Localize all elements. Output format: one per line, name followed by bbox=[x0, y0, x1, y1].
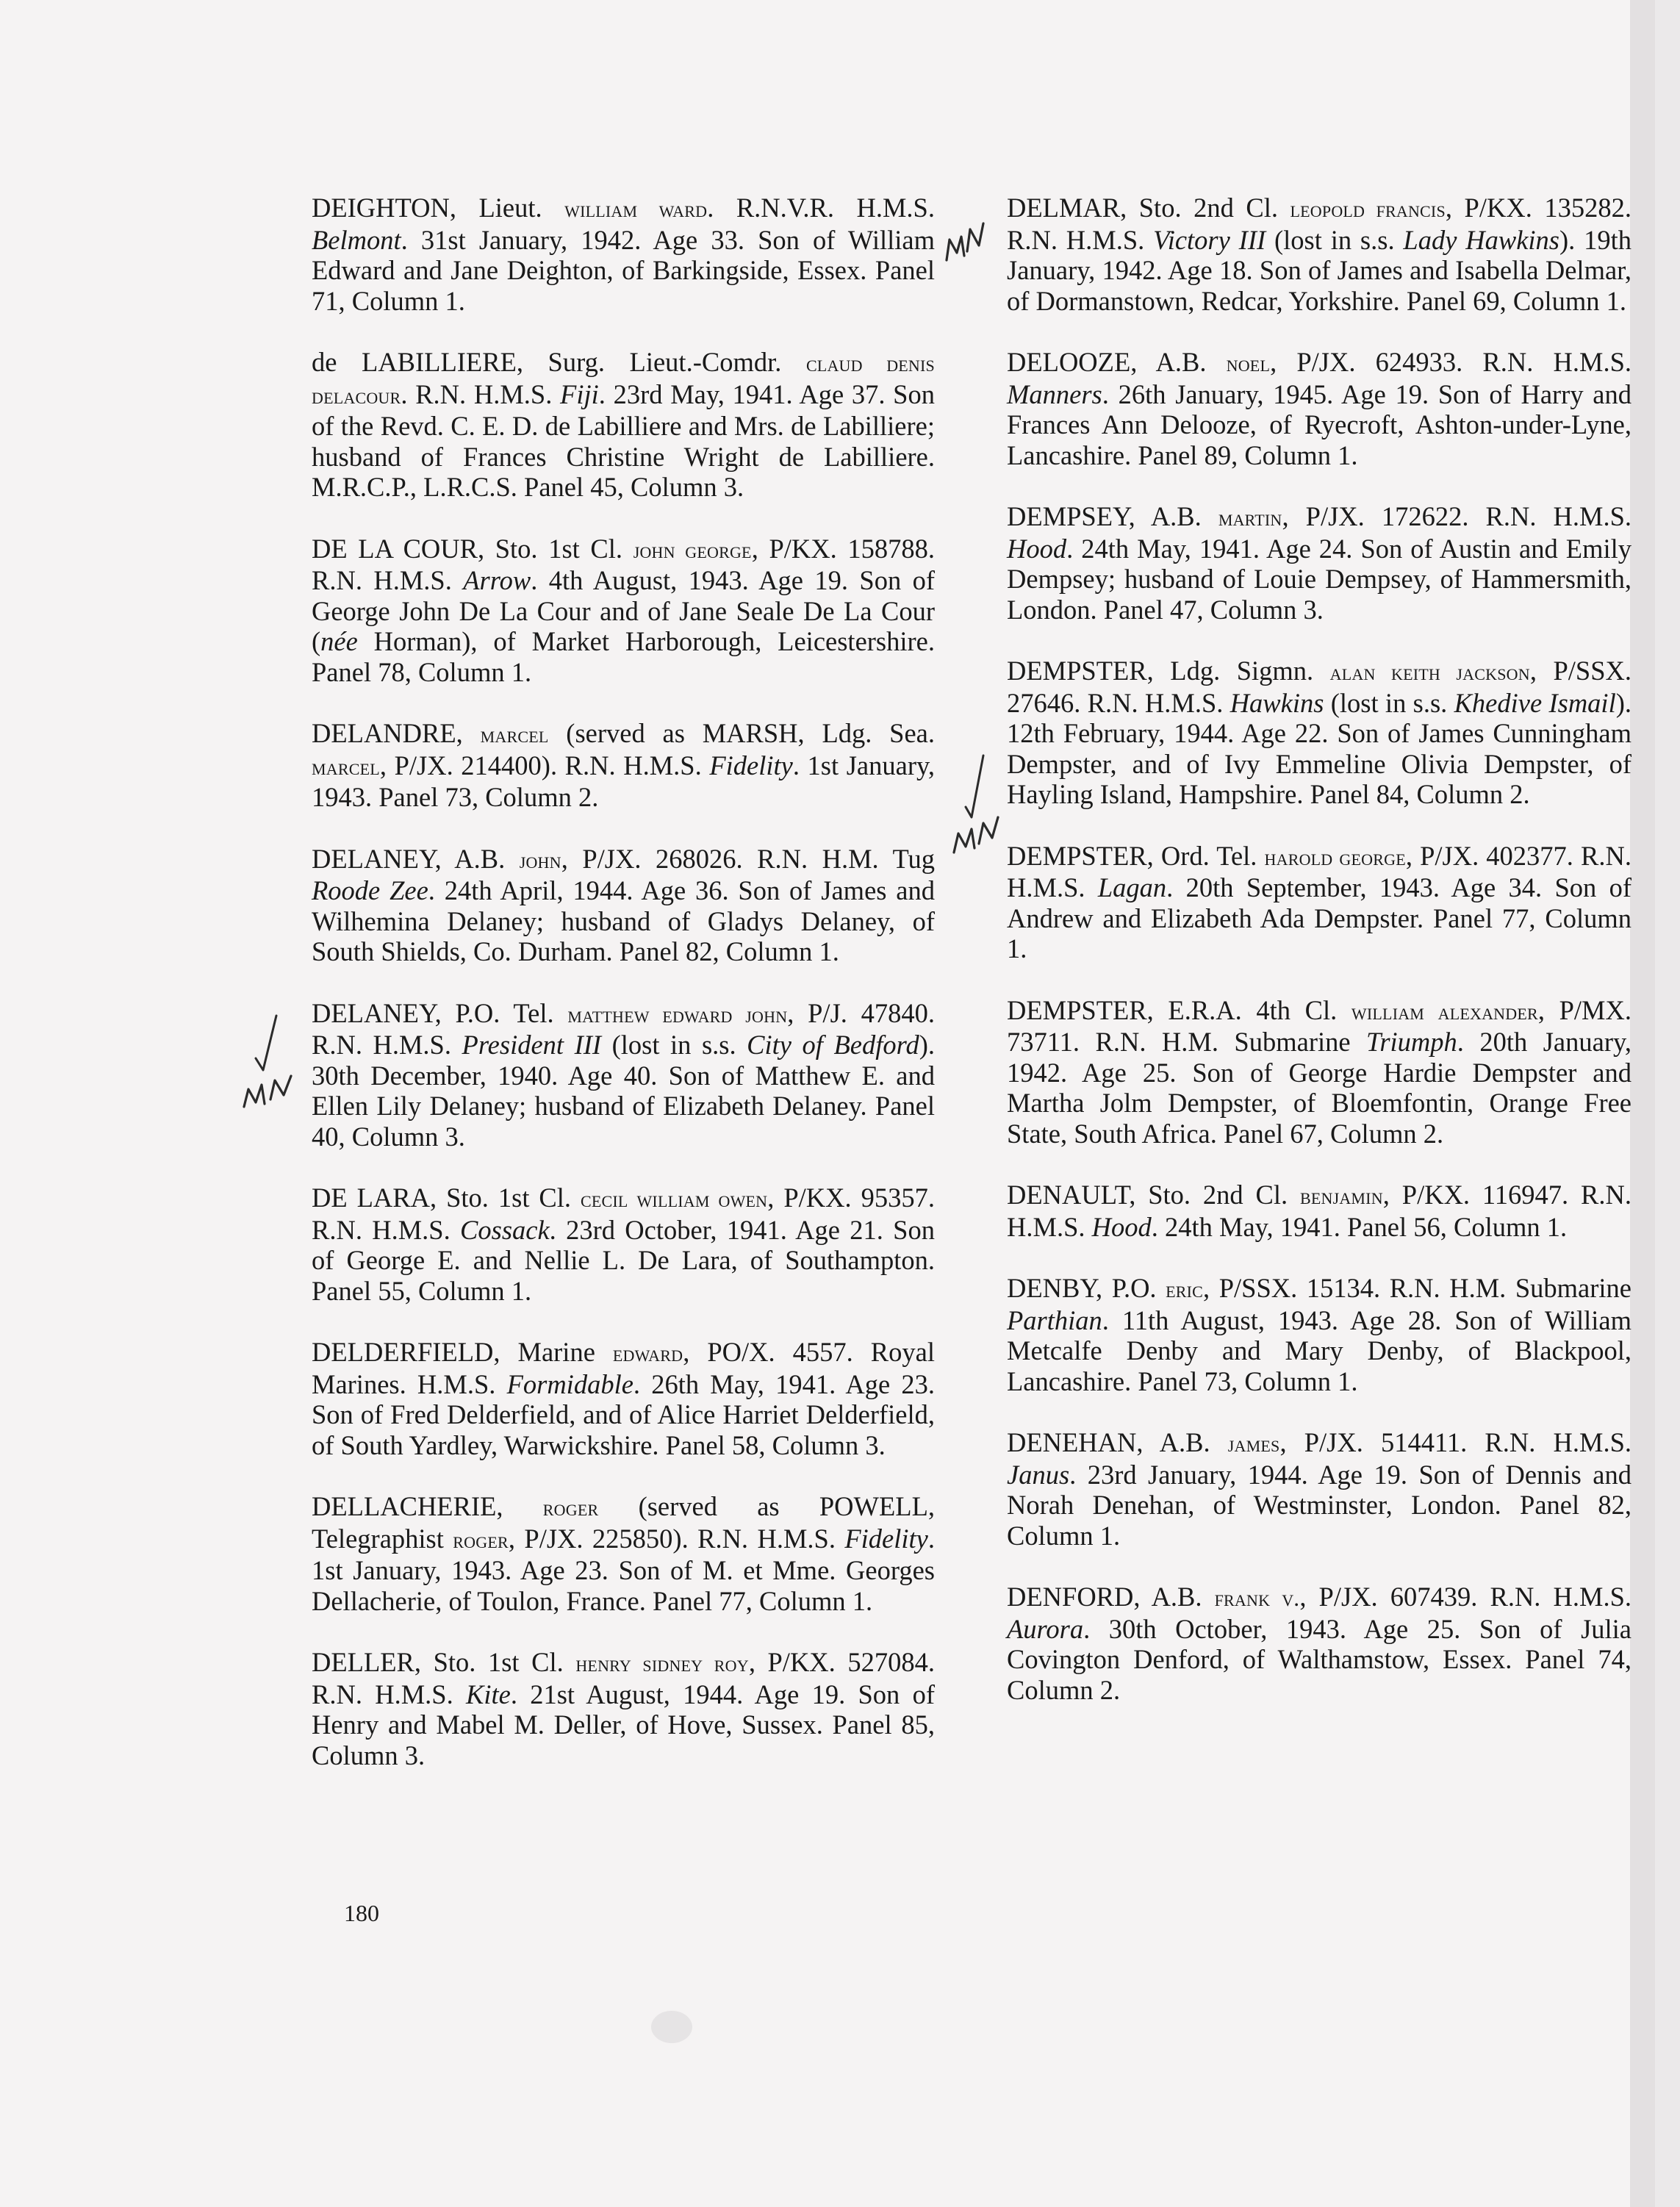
entry-text: , P/KX. 527084. R.N. H.M.S. bbox=[312, 1647, 935, 1709]
forenames: leopold francis bbox=[1290, 196, 1446, 222]
ship-name: Hawkins bbox=[1230, 687, 1324, 718]
entry-text: ). 12th February, 1944. Age 22. Son of James Cunningham Dempster, and of Ivy Emmeline Olivia Dempster, of Hayling Island, Hampshire. Panel 84, Column 2. bbox=[1007, 687, 1631, 809]
entry-text: ). 30th December, 1940. Age 40. Son of Matthew E. and Ellen Lily Delaney; husband of Elizabeth Delaney. Panel 40, Column 3. bbox=[312, 1030, 935, 1152]
entry-text: , P/KX. 135282. R.N. H.M.S. bbox=[1007, 193, 1631, 255]
entry-text: , P/MX. 73711. R.N. H.M. Submarine bbox=[1007, 994, 1631, 1057]
forenames: roger bbox=[453, 1526, 509, 1553]
ship-name: Fiji bbox=[560, 378, 599, 409]
ship-name: City of Bedford bbox=[747, 1030, 919, 1060]
entry-text: . 1st January, 1943. Age 23. Son of M. et Mme. Georges Dellacherie, of Toulon, France. Panel 77, Column 1. bbox=[312, 1523, 935, 1616]
roll-of-honour-entry bbox=[1007, 347, 1631, 470]
roll-of-honour-entry bbox=[312, 193, 935, 316]
entry-text: . 4th August, 1943. Age 19. Son of George John De La Cour and of Jane Seale De La Cour ( bbox=[312, 565, 935, 656]
forenames: william alexander bbox=[1351, 998, 1538, 1024]
entry-text: DELLACHERIE, bbox=[312, 1491, 543, 1521]
entry-text: (lost in s.s. bbox=[601, 1030, 747, 1060]
forenames: roger bbox=[542, 1495, 599, 1521]
forenames: claud denis delacour bbox=[312, 351, 935, 409]
roll-of-honour-entry bbox=[1007, 1180, 1631, 1242]
paper-blemish bbox=[651, 2011, 692, 2043]
ship-name: Khedive Ismail bbox=[1454, 687, 1616, 718]
entry-text: DELANDRE, bbox=[312, 718, 481, 748]
left-column bbox=[312, 193, 935, 1801]
forenames: harold george bbox=[1264, 844, 1406, 870]
entry-text: , P/JX. 514411. R.N. H.M.S. bbox=[1279, 1427, 1631, 1457]
page-number: 180 bbox=[344, 1900, 379, 1926]
roll-of-honour-entry bbox=[312, 844, 935, 967]
entry-text: , P/JX. 225850). R.N. H.M.S. bbox=[508, 1523, 845, 1554]
roll-of-honour-entry bbox=[1007, 501, 1631, 625]
roll-of-honour-entry bbox=[312, 1183, 935, 1306]
ship-name: Roode Zee bbox=[312, 875, 428, 905]
ship-name: Triumph bbox=[1366, 1027, 1457, 1057]
entry-text: DEMPSTER, Ord. Tel. bbox=[1007, 840, 1265, 871]
entry-text: . 26th January, 1945. Age 19. Son of Harry and Frances Ann Delooze, of Ryecroft, Ashton-under-Lyne, Lancashire. Panel 89, Column 1. bbox=[1007, 378, 1631, 470]
forenames: marcel bbox=[312, 753, 380, 780]
ship-name: Victory III bbox=[1153, 224, 1266, 255]
ship-name: Aurora bbox=[1007, 1613, 1084, 1644]
ship-name: Kite bbox=[465, 1679, 511, 1709]
roll-of-honour-entry bbox=[312, 1337, 935, 1460]
ship-name: Belmont bbox=[312, 224, 401, 255]
forenames: alan keith jackson bbox=[1329, 659, 1530, 685]
ship-name: Hood bbox=[1091, 1211, 1152, 1242]
ship-name: née bbox=[320, 626, 358, 656]
right-column bbox=[1007, 193, 1631, 1736]
entry-text: , P/SSX. 15134. R.N. H.M. Submarine bbox=[1203, 1273, 1631, 1303]
roll-of-honour-entry bbox=[1007, 1427, 1631, 1551]
page-edge bbox=[1630, 0, 1655, 2207]
roll-of-honour-entry bbox=[312, 534, 935, 688]
handwritten-check-mn-annotation bbox=[950, 750, 1008, 860]
roll-of-honour-entry bbox=[1007, 656, 1631, 810]
entry-text: , P/JX. 624933. R.N. H.M.S. bbox=[1270, 347, 1631, 377]
forenames: john george bbox=[633, 537, 752, 563]
forenames: henry sidney roy bbox=[575, 1651, 749, 1676]
check-mark-icon bbox=[950, 750, 1008, 860]
ship-name: Lagan bbox=[1097, 872, 1167, 902]
ship-name: Hood bbox=[1007, 533, 1067, 564]
entry-text: (served as POWELL, Telegraphist bbox=[312, 1491, 935, 1554]
entry-text: . 24th April, 1944. Age 36. Son of James and Wilhemina Delaney; husband of Gladys Delaney, of South Shields, Co. Durham. Panel 82, Column 1. bbox=[312, 875, 936, 966]
entry-text: (lost in s.s. bbox=[1324, 687, 1454, 718]
ship-name: Janus bbox=[1007, 1459, 1070, 1490]
forenames: eric bbox=[1166, 1277, 1204, 1302]
entry-text: Horman), of Market Harborough, Leicestershire. Panel 78, Column 1. bbox=[312, 626, 935, 687]
roll-of-honour-entry bbox=[1007, 995, 1631, 1149]
entry-text: DEMPSTER, E.R.A. 4th Cl. bbox=[1007, 994, 1351, 1025]
entry-text: ). 19th January, 1942. Age 18. Son of James and Isabella Delmar, of Dormanstown, Redcar, Yorkshire. Panel 69, Column 1. bbox=[1007, 224, 1632, 316]
mn-annotation-drawing bbox=[942, 207, 994, 266]
roll-of-honour-entry bbox=[312, 1647, 935, 1770]
roll-of-honour-entry bbox=[1007, 841, 1631, 964]
entry-text: DEMPSEY, A.B. bbox=[1007, 501, 1218, 531]
entry-text: DELMAR, Sto. 2nd Cl. bbox=[1007, 193, 1290, 223]
entry-text: . 26th May, 1941. Age 23. Son of Fred Delderfield, and of Alice Harriet Delderfield, of South Yardley, Warwickshire. Panel 58, Column 3. bbox=[312, 1368, 935, 1460]
ship-name: Parthian bbox=[1007, 1305, 1102, 1335]
roll-of-honour-entry bbox=[1007, 1273, 1631, 1396]
entry-text: . 21st August, 1944. Age 19. Son of Henry and Mabel M. Deller, of Hove, Sussex. Panel 85, Column 3. bbox=[312, 1679, 935, 1770]
check-mark-icon bbox=[238, 1013, 304, 1116]
entry-text: , PO/X. 4557. Royal Marines. H.M.S. bbox=[312, 1337, 935, 1399]
entry-text: . 20th January, 1942. Age 25. Son of George Hardie Dempster and Martha Jolm Dempster, of Bloemfontin, Orange Free State, South Africa. Panel 67, Column 2. bbox=[1007, 1027, 1631, 1149]
entry-text: . 1st January, 1943. Panel 73, Column 2. bbox=[312, 750, 935, 812]
entry-text: DENEHAN, A.B. bbox=[1007, 1427, 1228, 1457]
entry-text: . 23rd October, 1941. Age 21. Son of George E. and Nellie L. De Lara, of Southampton. Panel 55, Column 1. bbox=[312, 1214, 935, 1306]
entry-text: DENBY, P.O. bbox=[1007, 1273, 1166, 1303]
entry-text: (served as MARSH, Ldg. Sea. bbox=[548, 718, 936, 748]
entry-text: DEIGHTON, Lieut. bbox=[312, 193, 565, 223]
handwritten-mn-annotation bbox=[942, 207, 994, 266]
entry-text: , P/KX. 158788. R.N. H.M.S. bbox=[312, 533, 935, 595]
entry-text: . 11th August, 1943. Age 28. Son of William Metcalfe Denby and Mary Denby, of Blackpool, Lancashire. Panel 73, Column 1. bbox=[1007, 1305, 1631, 1396]
forenames: edward bbox=[612, 1341, 683, 1366]
ship-name: President III bbox=[462, 1030, 602, 1060]
entry-text: DE LA COUR, Sto. 1st Cl. bbox=[312, 533, 633, 564]
roll-of-honour-entry bbox=[1007, 1582, 1631, 1705]
entry-text: , P/JX. 214400). R.N. H.M.S. bbox=[379, 750, 710, 780]
entry-text: DELDERFIELD, Marine bbox=[312, 1337, 613, 1367]
entry-text: . 20th September, 1943. Age 34. Son of Andrew and Elizabeth Ada Dempster. Panel 77, Column 1. bbox=[1007, 872, 1631, 963]
entry-text: , P/KX. 95357. R.N. H.M.S. bbox=[312, 1183, 935, 1245]
forenames: john bbox=[519, 847, 561, 873]
forenames: matthew edward john bbox=[567, 1001, 788, 1027]
roll-of-honour-entry bbox=[312, 998, 935, 1152]
entry-text: DENAULT, Sto. 2nd Cl. bbox=[1007, 1180, 1300, 1210]
entry-text: . 31st January, 1942. Age 33. Son of William Edward and Jane Deighton, of Barkingside, Essex. Panel 71, Column 1. bbox=[312, 224, 935, 316]
entry-text: , P/J. 47840. R.N. H.M.S. bbox=[312, 997, 935, 1060]
forenames: benjamin bbox=[1299, 1183, 1383, 1209]
entry-text: , P/KX. 116947. R.N. H.M.S. bbox=[1007, 1180, 1631, 1242]
entry-text: DELANEY, P.O. Tel. bbox=[312, 997, 568, 1028]
ship-name: Fidelity bbox=[844, 1523, 928, 1554]
forenames: cecil william owen bbox=[581, 1186, 768, 1212]
ship-name: Arrow bbox=[463, 565, 531, 595]
entry-text: DELLER, Sto. 1st Cl. bbox=[312, 1647, 576, 1677]
entry-text: (lost in s.s. bbox=[1266, 224, 1404, 255]
entry-text: . 24th May, 1941. Age 24. Son of Austin and Emily Dempsey; husband of Louie Dempsey, of Hammersmith, London. Panel 47, Column 3. bbox=[1007, 533, 1631, 625]
entry-text: , P/JX. 172622. R.N. H.M.S. bbox=[1282, 501, 1631, 531]
entry-text: . 30th October, 1943. Age 25. Son of Julia Covington Denford, of Walthamstow, Essex. Panel 74, Column 2. bbox=[1007, 1613, 1631, 1705]
entry-text: . R.N.V.R. H.M.S. bbox=[707, 193, 935, 223]
entry-text: DENFORD, A.B. bbox=[1007, 1582, 1215, 1612]
entry-text: . 23rd May, 1941. Age 37. Son of the Revd. C. E. D. de Labilliere and Mrs. de Labilliere; husband of Frances Christine Wright de Labilliere. M.R.C.P., L.R.C.S. Panel 45, Column 3. bbox=[312, 378, 935, 502]
entry-text: . 23rd January, 1944. Age 19. Son of Dennis and Norah Denehan, of Westminster, London. Panel 82, Column 1. bbox=[1007, 1459, 1631, 1551]
ship-name: Lady Hawkins bbox=[1403, 224, 1559, 255]
entry-text: . R.N. H.M.S. bbox=[401, 378, 561, 409]
handwritten-check-mn-annotation bbox=[238, 1013, 304, 1116]
entry-text: , P/JX. 268026. R.N. H.M. Tug bbox=[561, 843, 936, 874]
entry-text: . 24th May, 1941. Panel 56, Column 1. bbox=[1151, 1211, 1568, 1242]
forenames: james bbox=[1227, 1431, 1280, 1457]
forenames: martin bbox=[1218, 505, 1282, 531]
entry-text: DELOOZE, A.B. bbox=[1007, 347, 1227, 377]
entry-text: de LABILLIERE, Surg. Lieut.-Comdr. bbox=[312, 347, 806, 377]
roll-of-honour-entry bbox=[1007, 193, 1631, 316]
forenames: noel bbox=[1226, 351, 1271, 376]
roll-of-honour-entry bbox=[312, 347, 935, 503]
forenames: william ward bbox=[564, 196, 708, 222]
entry-text: DE LARA, Sto. 1st Cl. bbox=[312, 1183, 581, 1213]
ship-name: Fidelity bbox=[709, 750, 793, 780]
entry-text: , P/JX. 402377. R.N. H.M.S. bbox=[1007, 840, 1631, 902]
ship-name: Formidable bbox=[506, 1368, 633, 1399]
forenames: marcel bbox=[480, 722, 549, 747]
roll-of-honour-entry bbox=[312, 1491, 935, 1616]
entry-text: , P/JX. 607439. R.N. H.M.S. bbox=[1299, 1582, 1632, 1612]
ship-name: Manners bbox=[1007, 378, 1102, 409]
entry-text: , P/SSX. 27646. R.N. H.M.S. bbox=[1007, 656, 1631, 718]
entry-text: DEMPSTER, Ldg. Sigmn. bbox=[1007, 656, 1330, 686]
entry-text: DELANEY, A.B. bbox=[312, 843, 520, 874]
roll-of-honour-entry bbox=[312, 718, 935, 813]
ship-name: Cossack bbox=[460, 1214, 550, 1245]
forenames: frank v. bbox=[1214, 1585, 1300, 1611]
